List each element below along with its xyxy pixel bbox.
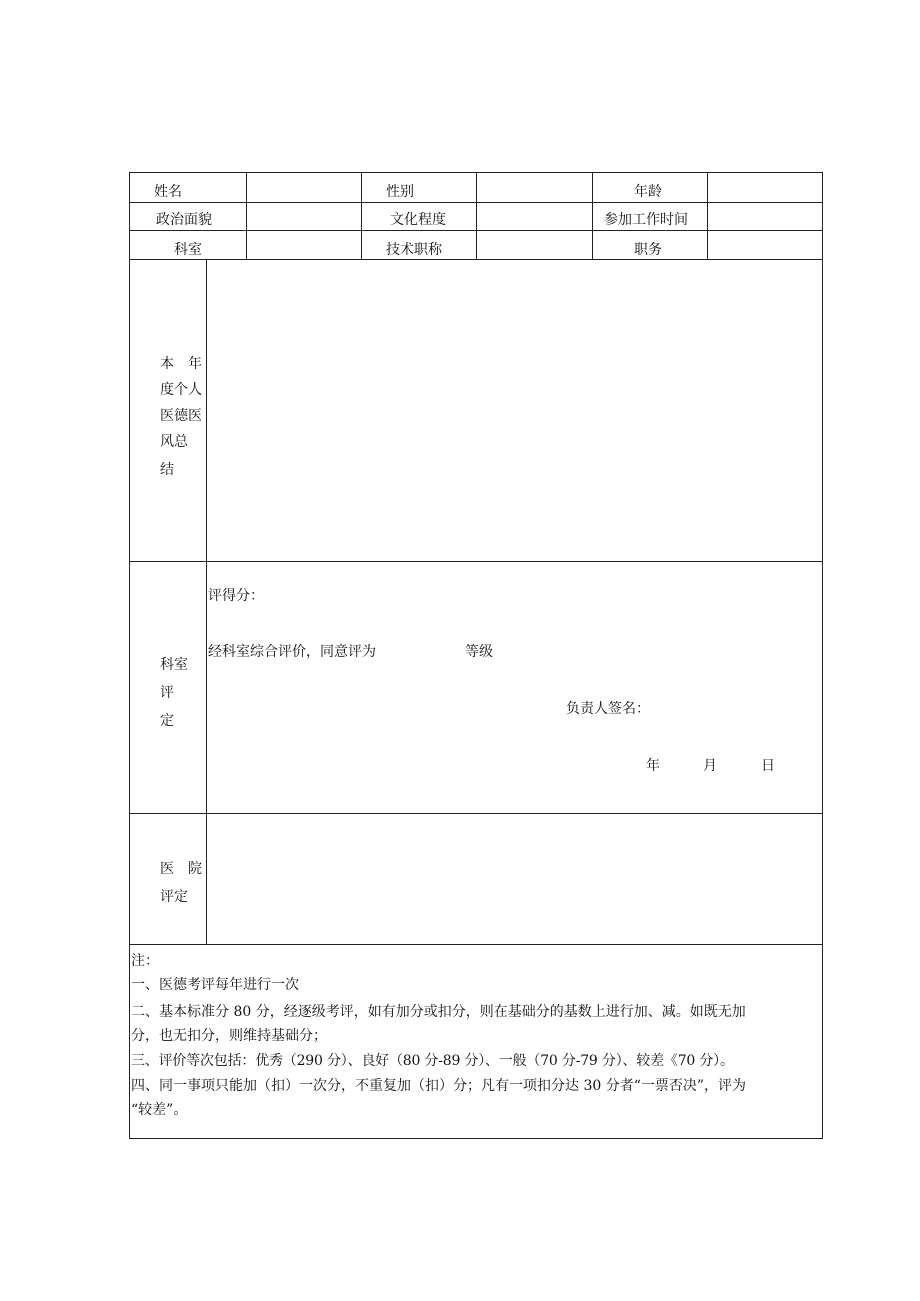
evaluation-statement: 经科室综合评价，同意评为 xyxy=(208,644,376,660)
note-line: 四、同一事项只能加（扣）一次分，不重复加（扣）分；凡有一项扣分达 30 分者“一票否决”，评为 xyxy=(131,1078,747,1094)
date-day: 日 xyxy=(761,758,775,774)
note-line: 分，也无扣分，则维持基础分； xyxy=(131,1028,327,1044)
note-line: 一、医德考评每年进行一次 xyxy=(131,977,299,993)
label-line: 医 院 xyxy=(160,861,202,877)
technical-title-field[interactable] xyxy=(477,231,591,259)
row-divider xyxy=(130,944,822,945)
label-line: 科室 xyxy=(160,657,188,673)
work-start-date-label: 参加工作时间 xyxy=(604,212,688,228)
label-line: 本 年 xyxy=(160,356,202,372)
col-divider xyxy=(592,173,593,259)
name-field[interactable] xyxy=(247,173,360,202)
label-line: 结 xyxy=(160,462,174,478)
hospital-review-label xyxy=(160,855,202,911)
age-field[interactable] xyxy=(708,173,822,202)
technical-title-label: 技术职称 xyxy=(386,242,442,258)
hospital-review-field[interactable] xyxy=(207,814,822,944)
signature-label: 负责人签名： xyxy=(566,701,650,717)
political-status-field[interactable] xyxy=(247,203,360,230)
grade-suffix: 等级 xyxy=(465,644,493,660)
age-label: 年龄 xyxy=(634,184,662,200)
work-start-date-field[interactable] xyxy=(708,203,822,230)
gender-field[interactable] xyxy=(477,173,591,202)
annual-summary-label xyxy=(160,351,202,483)
label-line: 医德医 xyxy=(160,408,202,424)
notes-section xyxy=(131,949,821,1122)
department-review-label xyxy=(160,651,188,735)
date-year: 年 xyxy=(646,758,660,774)
row-divider xyxy=(130,561,822,562)
medical-ethics-evaluation-form xyxy=(129,172,823,1139)
department-label: 科室 xyxy=(174,242,202,258)
name-label: 姓名 xyxy=(154,184,182,200)
col-divider xyxy=(361,173,362,259)
label-line: 评定 xyxy=(160,889,188,905)
notes-title: 注： xyxy=(131,953,159,969)
note-line: 三、评价等次包括：优秀（290 分）、良好（80 分-89 分）、一般（70 分-79 分）、较差《70 分）。 xyxy=(131,1053,734,1069)
grade-field[interactable] xyxy=(400,639,460,663)
note-line: “较差”。 xyxy=(131,1102,188,1118)
label-line: 风总 xyxy=(160,434,188,450)
position-field[interactable] xyxy=(708,231,822,259)
department-field[interactable] xyxy=(247,231,360,259)
position-label: 职务 xyxy=(634,242,662,258)
date-month: 月 xyxy=(703,758,717,774)
education-field[interactable] xyxy=(477,203,591,230)
gender-label: 性别 xyxy=(386,184,414,200)
note-line: 二、基本标准分 80 分，经逐级考评，如有加分或扣分，则在基础分的基数上进行加、减。如既无加 xyxy=(131,1004,746,1020)
label-line: 度个人 xyxy=(160,382,202,398)
political-status-label: 政治面貌 xyxy=(156,212,212,228)
label-line: 评 xyxy=(160,685,174,701)
annual-summary-field[interactable] xyxy=(207,260,822,561)
education-label: 文化程度 xyxy=(390,212,446,228)
label-line: 定 xyxy=(160,713,174,729)
score-label: 评得分： xyxy=(208,588,264,604)
